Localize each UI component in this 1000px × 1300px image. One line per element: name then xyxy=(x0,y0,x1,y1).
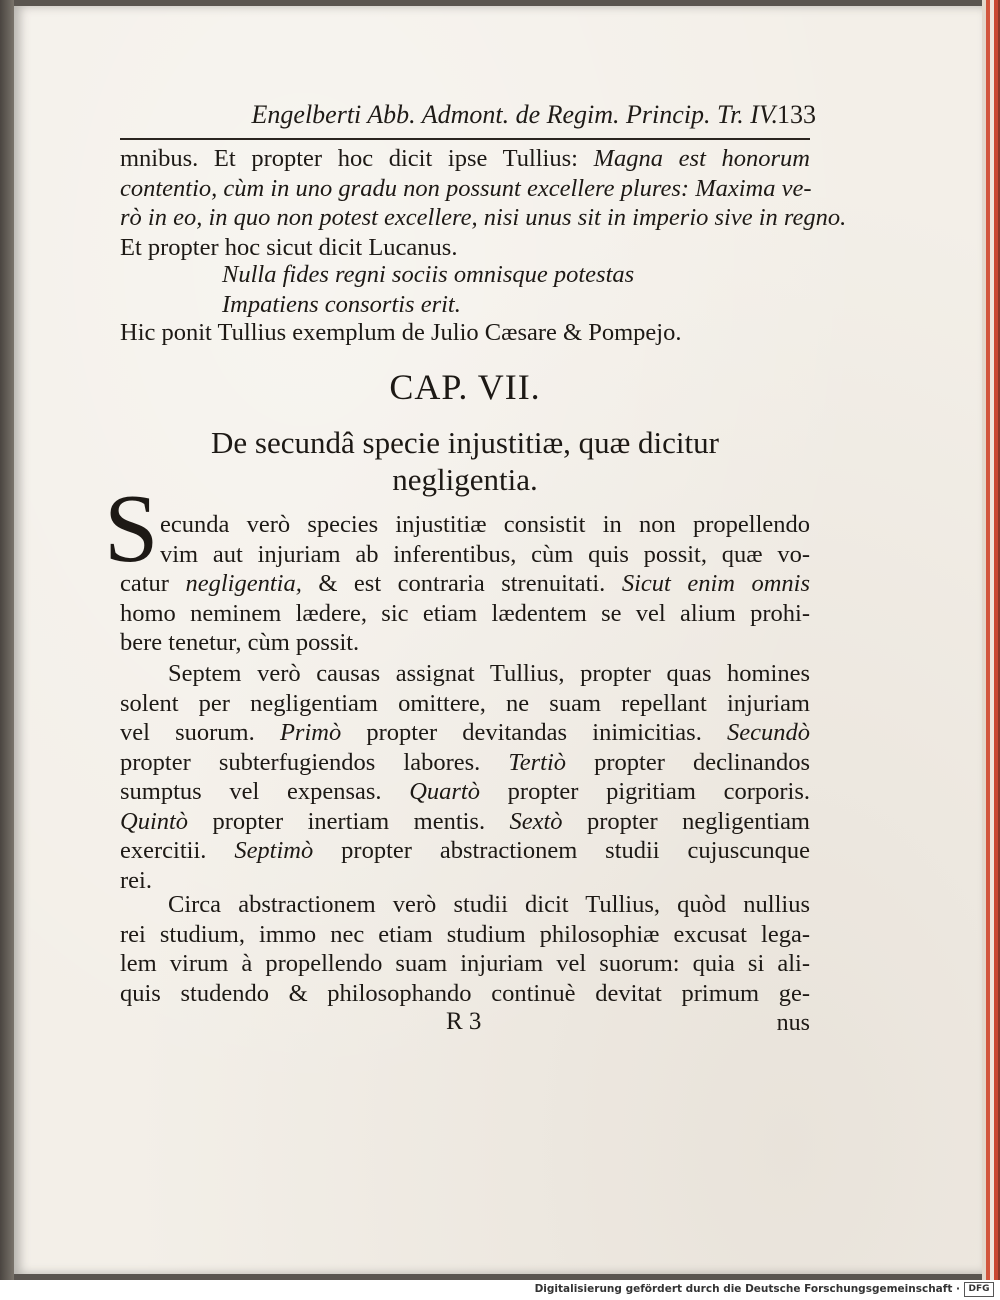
text-line: Circa abstractionem verò studii dicit Tullius, quòd nullius xyxy=(168,891,810,918)
text-line: Septem verò causas assignat Tullius, propter quas homines xyxy=(168,660,810,687)
drop-capital: S xyxy=(104,475,159,583)
page-stack-edge xyxy=(982,0,1000,1280)
verse-quotation xyxy=(222,260,642,319)
text-line: vel suorum. Primò propter devitandas inimicitias. Secundò xyxy=(120,719,811,746)
chapter-title-line: negligentia. xyxy=(392,462,538,497)
example-line xyxy=(120,318,810,348)
text-line: lem virum à propellendo suam injuriam vel suorum: quia si ali- xyxy=(120,950,810,977)
text-line: rò in eo, in quo non potest excellere, nisi unus sit in imperio sive in regno. xyxy=(120,204,847,231)
catchword: nus xyxy=(776,1010,810,1036)
text-line: contentio, cùm in uno gradu non possunt excellere plures: Maxima ve- xyxy=(120,174,812,202)
text-line: mnibus. Et propter hoc dicit ipse Tullius: Magna est honorum xyxy=(120,145,810,172)
text-line: solent per negligentiam omittere, ne suam repellant injuriam xyxy=(120,689,810,717)
funding-credit: Digitalisierung gefördert durch die Deutsche Forschungsgemeinschaft · xyxy=(534,1283,960,1295)
verse-line: Impatiens consortis erit. xyxy=(222,290,461,318)
paragraph-2 xyxy=(120,659,810,895)
text-line: catur negligentia, & est contraria strenuitati. Sicut enim omnis xyxy=(120,570,810,597)
chapter-title xyxy=(120,424,810,498)
text-line: rei. xyxy=(120,866,152,894)
text-line: rei studium, immo nec etiam studium philosophiæ excusat lega- xyxy=(120,920,810,948)
text-line: quis studendo & philosophando continuè devitat primum ge- xyxy=(120,979,810,1007)
header-rule xyxy=(120,138,810,140)
verse-line: Nulla fides regni sociis omnisque potestas xyxy=(222,261,635,288)
running-head: Engelberti Abb. Admont. de Regim. Princip. Tr. IV. xyxy=(251,100,778,129)
text-line: sumptus vel expensas. Quartò propter pigritiam corporis. xyxy=(120,778,810,805)
text-line: vim aut injuriam ab inferentibus, cùm quis possit, quæ vo- xyxy=(160,540,810,568)
paragraph-3 xyxy=(120,890,810,1008)
page-header xyxy=(120,98,816,138)
text-line: ecunda verò species injustitiæ consistit in non propellendo xyxy=(160,511,810,538)
text-line: homo neminem lædere, sic etiam lædentem se vel alium prohi- xyxy=(120,599,810,627)
dfg-logo-icon: DFG xyxy=(964,1282,994,1297)
opening-text-block xyxy=(120,144,847,262)
text-line: exercitii. Septimò propter abstractionem studii cujuscunque xyxy=(120,837,810,864)
text-line: Quintò propter inertiam mentis. Sextò propter negligentiam xyxy=(120,807,810,835)
signature-mark: R 3 xyxy=(446,1008,482,1035)
book-binding-edge xyxy=(0,0,14,1280)
text-line: Hic ponit Tullius exemplum de Julio Cæsare & Pompejo. xyxy=(120,319,682,346)
chapter-number: CAP. VII. xyxy=(389,367,541,407)
text-line: Et propter hoc sicut dicit Lucanus. xyxy=(120,233,458,261)
text-line: propter subterfugiendos labores. Tertiò propter declinandos xyxy=(120,748,810,776)
chapter-title-line: De secundâ specie injustitiæ, quæ dicitur xyxy=(211,425,719,460)
paragraph-1 xyxy=(120,510,810,658)
text-line: bere tenetur, cùm possit. xyxy=(120,629,360,656)
page-number: 133 xyxy=(777,100,816,129)
